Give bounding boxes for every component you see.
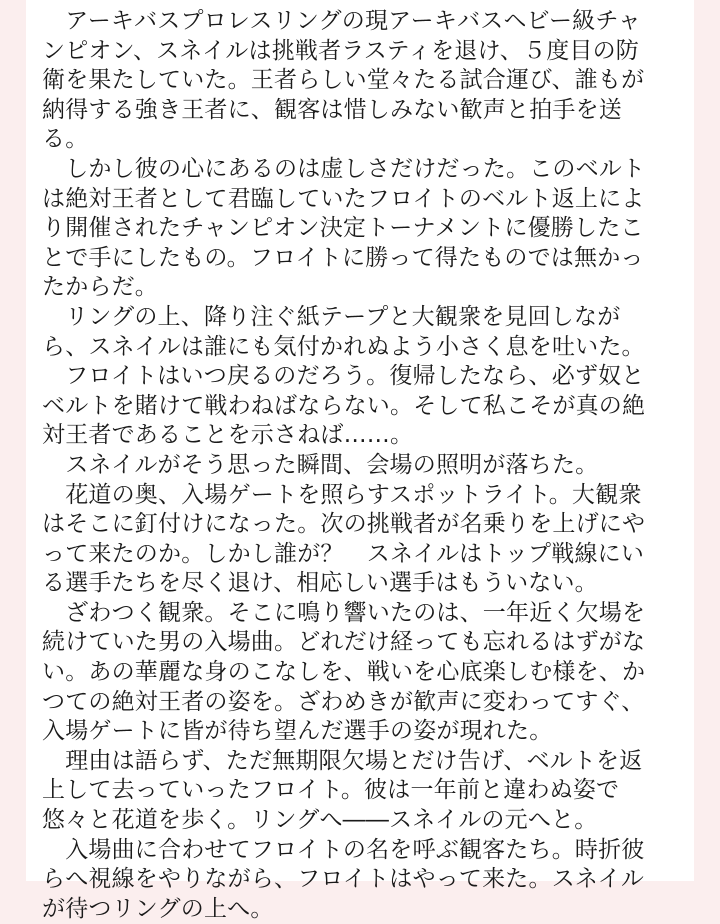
text-line: つての絶対王者の姿を。ざわめきが歓声に変わってすぐ、 [42, 688, 645, 715]
text-line: って来たのか。しかし誰が？ スネイルはトップ戦線にい [42, 540, 645, 567]
text-line: る。 [42, 126, 89, 153]
text-line: 入場曲に合わせてフロイトの名を呼ぶ観客たち。時折彼 [42, 836, 645, 863]
text-line: フロイトはいつ戻るのだろう。復帰したなら、必ず奴と [42, 363, 645, 390]
text-line: しかし彼の心にあるのは虚しさだけだった。このベルト [42, 155, 646, 182]
text-line: 理由は語らず、ただ無期限欠場とだけ告げ、ベルトを返 [42, 747, 643, 774]
text-line: 花道の奥、入場ゲートを照らすスポットライト。大観衆 [42, 481, 642, 508]
text-line: ざわつく観衆。そこに鳴り響いたのは、一年近く欠場を [42, 599, 646, 626]
text-line: 悠々と花道を歩く。リングへ――スネイルの元へと。 [42, 807, 598, 834]
text-line: アーキバスプロレスリングの現アーキバスヘビー級チャ [42, 8, 642, 34]
text-line: は絶対王者として君臨していたフロイトのベルト返上によ [42, 185, 645, 212]
text-line: ら、スネイルは誰にも気付かれぬよう小さく息を吐いた。 [42, 333, 645, 360]
text-line: ベルトを賭けて戦わねばならない。そして私こそが真の絶 [42, 392, 646, 419]
text-line: リングの上、降り注ぐ紙テープと大観衆を見回しなが [42, 303, 621, 330]
text-line: い。あの華麗な身のこなしを、戦いを心底楽しむ様を、か [42, 659, 646, 686]
text-line: る選手たちを尽く退け、相応しい選手はもういない。 [42, 570, 598, 597]
text-line: 上して去っていったフロイト。彼は一年前と違わぬ姿で [42, 777, 620, 804]
text-line: 衛を果たしていた。王者らしい堂々たる試合運び、誰もが [42, 67, 645, 94]
text-line: はそこに釘付けになった。次の挑戦者が名乗りを上げにや [42, 511, 646, 538]
text-line: が待つリングの上へ。 [42, 895, 274, 922]
text-line: 納得する強き王者に、観客は惜しみない歓声と拍手を送 [42, 96, 622, 123]
text-line: とで手にしたもの。フロイトに勝って得たものでは無かっ [42, 244, 644, 271]
story-text [42, 7, 674, 924]
text-line: ンピオン、スネイルは挑戦者ラスティを退け、５度目の防 [42, 37, 639, 64]
text-line: 対王者であることを示さねば……。 [42, 422, 414, 449]
text-line: らへ視線をやりながら、フロイトはやって来た。スネイル [42, 866, 645, 893]
text-line: スネイルがそう思った瞬間、会場の照明が落ちた。 [42, 451, 599, 478]
text-line: たからだ。 [42, 274, 158, 301]
text-line: 入場ゲートに皆が待ち望んだ選手の姿が現れた。 [42, 718, 553, 745]
text-line: り開催されたチャンピオン決定トーナメントに優勝したこ [42, 215, 644, 242]
text-line: 続けていた男の入場曲。どれだけ経っても忘れるはずがな [42, 629, 646, 656]
